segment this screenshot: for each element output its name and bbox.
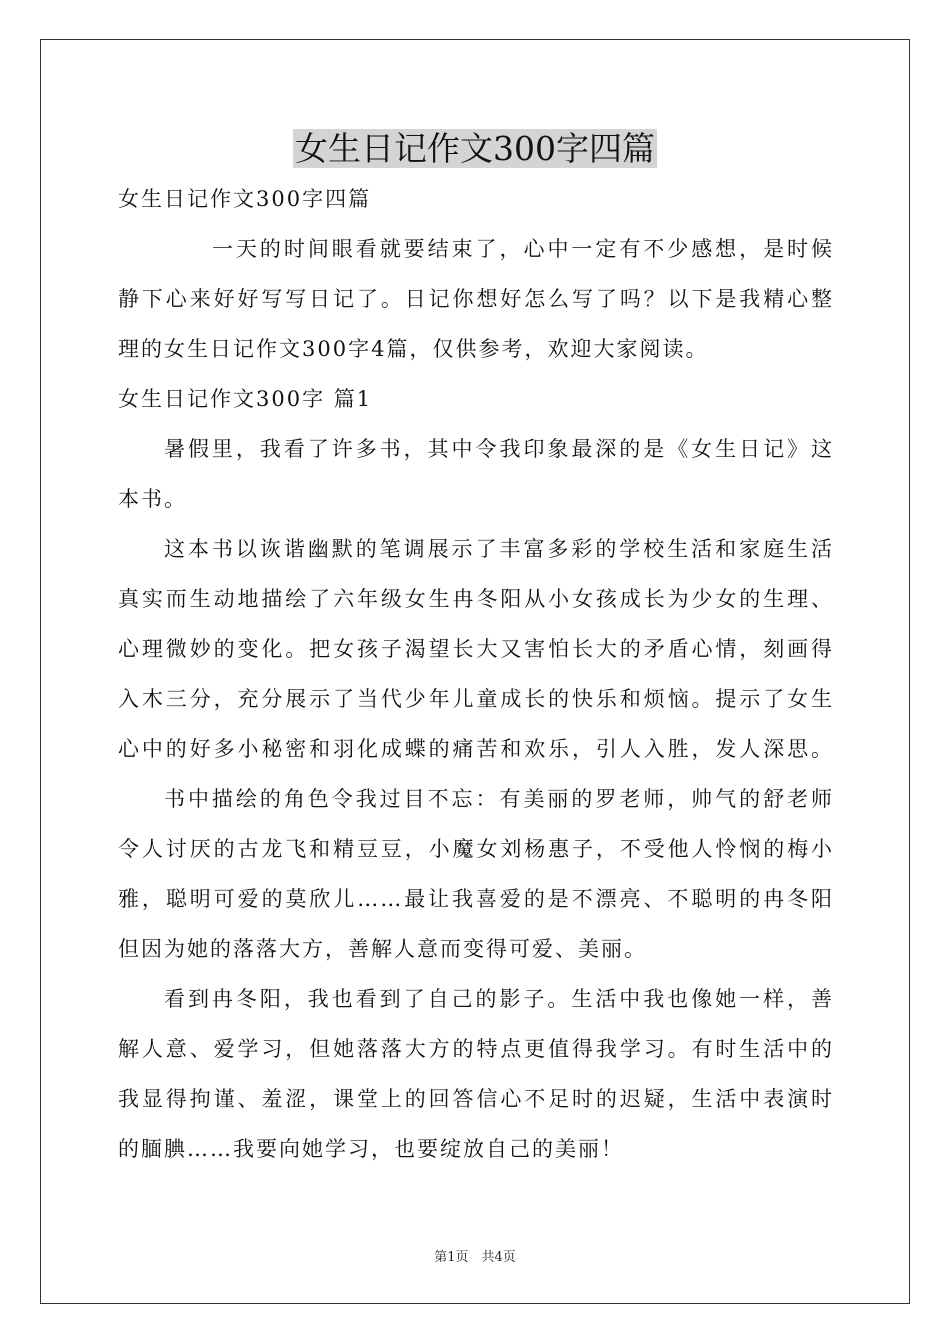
body-line: 真实而生动地描绘了六年级女生冉冬阳从小女孩成长为少女的生理、 bbox=[118, 587, 834, 611]
body-line: 女生日记作文300字四篇 bbox=[118, 187, 372, 211]
body-line: 入木三分，充分展示了当代少年儿童成长的快乐和烦恼。提示了女生 bbox=[118, 687, 834, 711]
body-line: 理的女生日记作文300字4篇，仅供参考，欢迎大家阅读。 bbox=[118, 337, 709, 361]
body-line: 的腼腆……我要向她学习，也要绽放自己的美丽！ bbox=[118, 1137, 624, 1161]
body-line: 本书。 bbox=[118, 487, 187, 511]
document-body bbox=[118, 174, 834, 1174]
body-line: 静下心来好好写写日记了。日记你想好怎么写了吗？以下是我精心整 bbox=[118, 287, 834, 311]
body-line: 暑假里，我看了许多书，其中令我印象最深的是《女生日记》这 bbox=[164, 437, 834, 461]
body-line: 这本书以诙谐幽默的笔调展示了丰富多彩的学校生活和家庭生活 bbox=[164, 537, 834, 561]
document-title bbox=[0, 124, 950, 174]
body-line: 心中的好多小秘密和羽化成蝶的痛苦和欢乐，引人入胜，发人深思。 bbox=[118, 737, 834, 761]
body-line: 书中描绘的角色令我过目不忘：有美丽的罗老师，帅气的舒老师 bbox=[164, 787, 834, 811]
body-line: 但因为她的落落大方，善解人意而变得可爱、美丽。 bbox=[118, 937, 647, 961]
body-line: 看到冉冬阳，我也看到了自己的影子。生活中我也像她一样，善 bbox=[164, 987, 834, 1011]
body-line: 一天的时间眼看就要结束了，心中一定有不少感想，是时候 bbox=[212, 237, 834, 261]
body-line: 令人讨厌的古龙飞和精豆豆，小魔女刘杨惠子，不受他人怜悯的梅小 bbox=[118, 837, 834, 861]
section-heading: 女生日记作文300字 篇1 bbox=[118, 387, 373, 411]
body-line: 我显得拘谨、羞涩，课堂上的回答信心不足时的迟疑，生活中表演时 bbox=[118, 1087, 834, 1111]
body-line: 心理微妙的变化。把女孩子渴望长大又害怕长大的矛盾心情，刻画得 bbox=[118, 637, 834, 661]
body-line: 雅，聪明可爱的莫欣儿……最让我喜爱的是不漂亮、不聪明的冉冬阳 bbox=[118, 887, 834, 911]
document-title-text: 女生日记作文300字四篇 bbox=[295, 129, 655, 168]
body-line: 解人意、爱学习，但她落落大方的特点更值得我学习。有时生活中的 bbox=[118, 1037, 834, 1061]
page-number: 第1页 共4页 bbox=[434, 1250, 516, 1265]
